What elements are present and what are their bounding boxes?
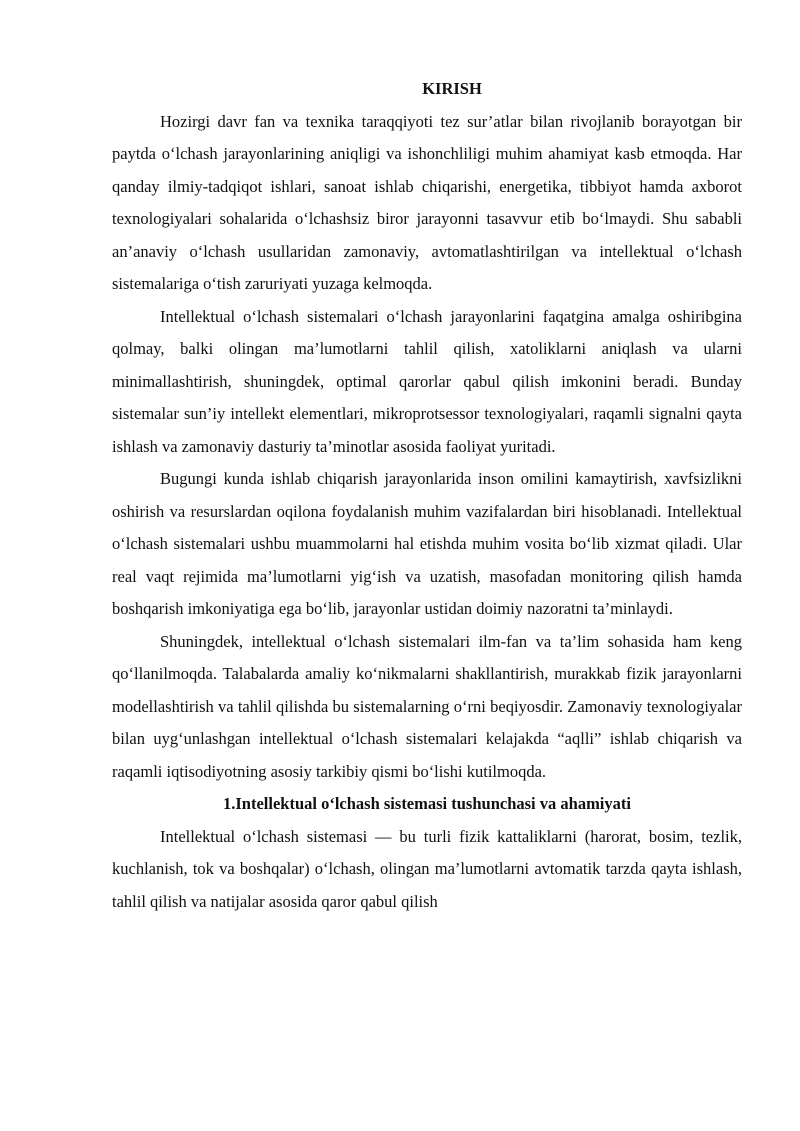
- section-paragraph-1: Intellektual o‘lchash sistemasi — bu turli fizik kattaliklarni (harorat, bosim, tezlik, kuchlanish, tok va boshqalar) o‘lchash, olingan ma’lumotlarni avtomatik tarzda qayta ishlash, tahlil qilish va natijalar asosida qaror qabul qilish: [112, 826, 742, 911]
- paragraph-4: Shuningdek, intellektual o‘lchash sistemalari ilm-fan va ta’lim sohasida ham keng qo‘llanilmoqda. Talabalarda amaliy ko‘nikmalarni shakllantirish, murakkab fizik jarayonlarni modellashtirish va tahlil qilishda bu sistemalarning o‘rni beqiyosdir. Zamonaviy texnologiyalar bilan uyg‘unlashgan intellektual o‘lchash sistemalari kelajakda “aqlli” ishlab chiqarish va raqamli iqtisodiyotning asosiy tarkibiy qismi bo‘lishi kutilmoqda.: [112, 631, 742, 781]
- paragraph-1: Hozirgi davr fan va texnika taraqqiyoti tez sur’atlar bilan rivojlanib borayotgan bir paytda o‘lchash jarayonlarining aniqligi va ishonchliligi muhim ahamiyat kasb etmoqda. Har qanday ilmiy-tadqiqot ishlari, sanoat ishlab chiqarishi, energetika, tibbiyot hamda axborot texnologiyalari sohalarida o‘lchashsiz biror jarayonni tasavvur etib bo‘lmaydi. Shu sababli an’anaviy o‘lchash usullaridan zamonaviy, avtomatlashtirilgan va intellektual o‘lchash sistemalariga o‘tish zaruriyati yuzaga kelmoqda.: [112, 111, 742, 293]
- section-heading: 1.Intellektual o‘lchash sistemasi tushunchasi va ahamiyati: [223, 794, 631, 813]
- document-title: KIRISH: [422, 79, 482, 98]
- paragraph-2: Intellektual o‘lchash sistemalari o‘lchash jarayonlarini faqatgina amalga oshiribgina qolmay, balki olingan ma’lumotlarni tahlil qilish, xatoliklarni aniqlash va ularni minimallashtirish, shuningdek, optimal qarorlar qabul qilish imkonini beradi. Bunday sistemalar sun’iy intellekt elementlari, mikroprotsessor texnologiyalari, raqamli signalni qayta ishlash va zamonaviy dasturiy ta’minotlar asosida faoliyat yuritadi.: [112, 306, 742, 456]
- document-page: [112, 72, 742, 918]
- paragraph-3: Bugungi kunda ishlab chiqarish jarayonlarida inson omilini kamaytirish, xavfsizlikni oshirish va resurslardan oqilona foydalanish muhim vazifalardan biri hisoblanadi. Intellektual o‘lchash sistemalari ushbu muammolarni hal etishda muhim vosita bo‘lib xizmat qiladi. Ular real vaqt rejimida ma’lumotlarni yig‘ish va uzatish, masofadan monitoring qilish hamda boshqarish imkoniyatiga ega bo‘lib, jarayonlar ustidan doimiy nazoratni ta’minlaydi.: [112, 469, 742, 618]
